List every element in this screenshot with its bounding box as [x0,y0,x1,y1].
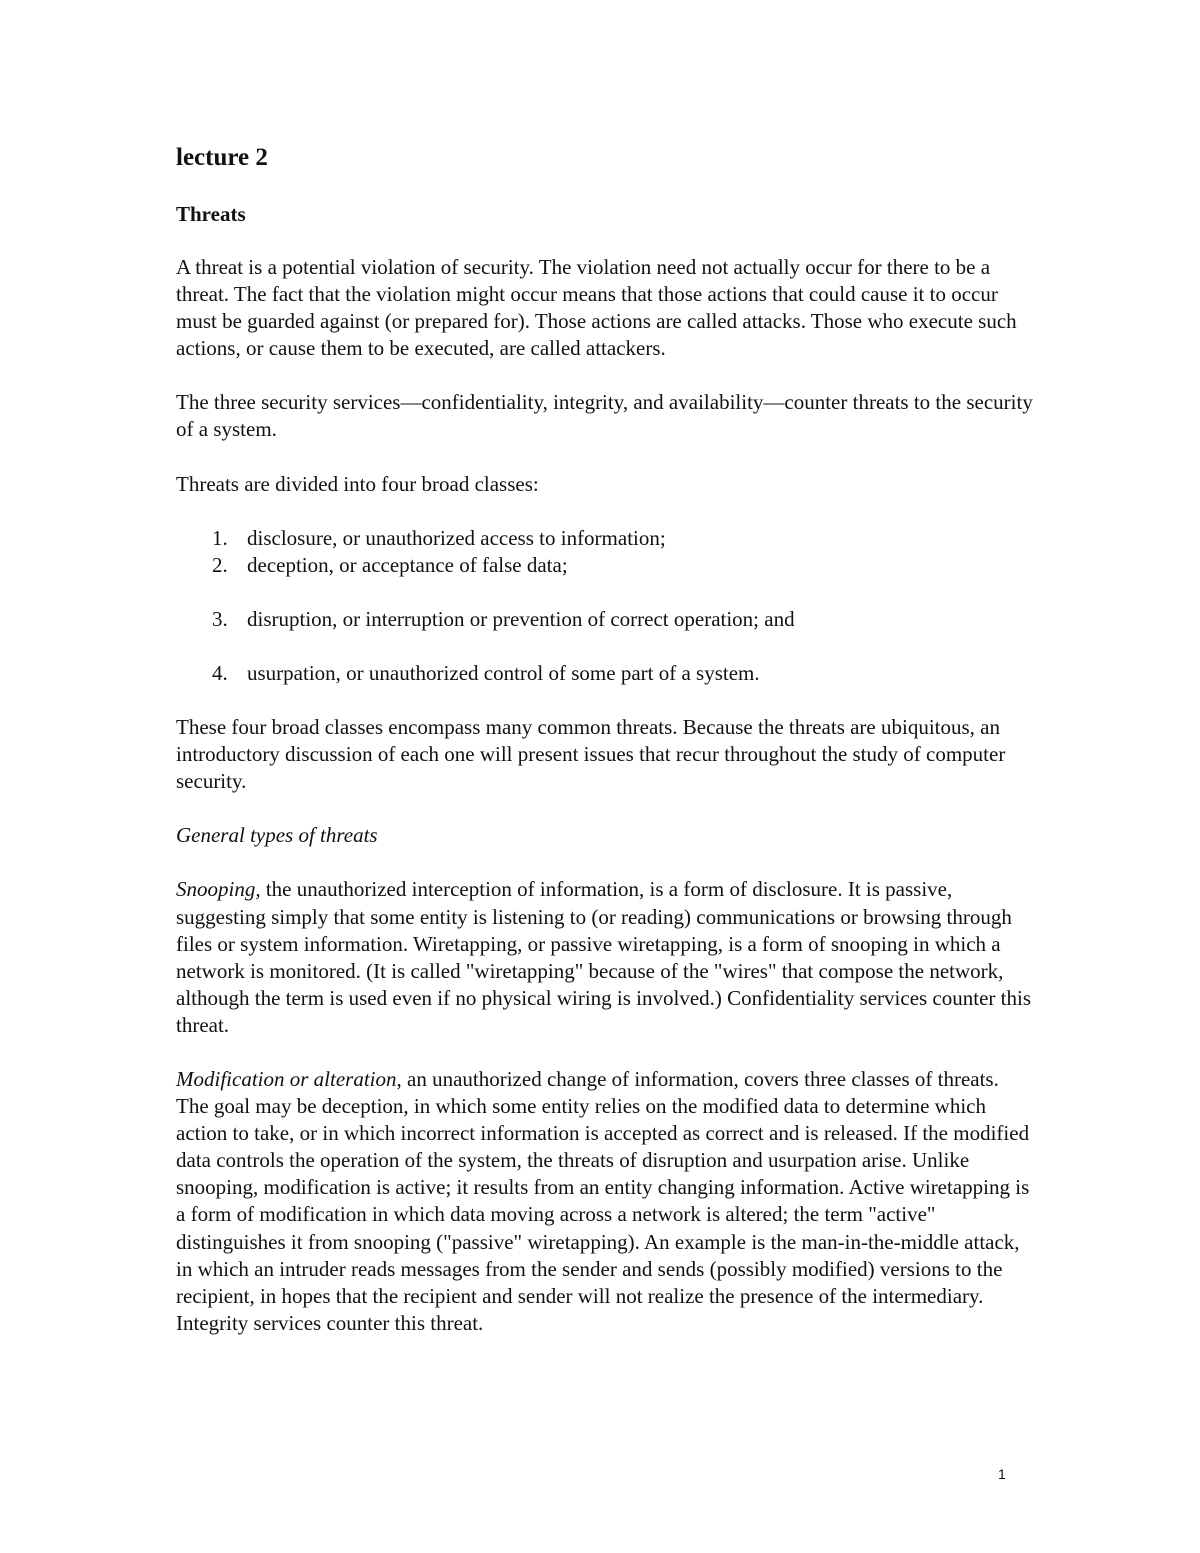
list-item-text: disruption, or interruption or prevention of correct operation; and [247,606,795,631]
list-item-number: 2. [212,552,228,577]
lecture-title: lecture 2 [176,144,268,171]
snooping-paragraph [176,876,1036,1039]
list-item-text: deception, or acceptance of false data; [247,552,568,577]
list-item [176,552,1036,579]
list-item-text: usurpation, or unauthorized control of some part of a system. [247,660,760,685]
threat-classes-intro-paragraph: Threats are divided into four broad classes: [176,471,539,496]
list-item-number: 4. [212,660,228,685]
snooping-text: the unauthorized interception of information, is a form of disclosure. It is passive, suggesting simply that some entity is listening to (or reading) communications or browsing through files or system information. Wiretapping, or passive wiretapping, is a form of snooping in which a network is monitored. (It is called "wiretapping" because of the "wires" that compose the network, although the term is used even if no physical wiring is involved.) Confidentiality services counter this threat. [176,877,1031,1037]
list-item [176,660,1036,687]
list-item-number: 1. [212,525,228,550]
snooping-term: Snooping, [176,877,261,902]
page-number: 1 [998,1466,1006,1482]
body-text [176,254,1036,1364]
threat-classes-list [176,525,1036,687]
list-item-text: disclosure, or unauthorized access to information; [247,525,666,550]
list-item [176,606,1036,633]
threat-definition-paragraph: A threat is a potential violation of security. The violation need not actually occur for there to be a threat. The fact that the violation might occur means that those actions that could cause it to occur must be guarded against (or prepared for). Those actions are called attacks. Those who execute such actions, or cause them to be executed, are called attackers. [176,255,1017,361]
security-services-paragraph: The three security services—confidentiality, integrity, and availability—counter threats to the security of a system. [176,390,1033,442]
list-item-number: 3. [212,606,228,631]
modification-text: , an unauthorized change of information, covers three classes of threats. The goal may be deception, in which some entity relies on the modified data to determine which action to take, or in which incorrect information is accepted as correct and is released. If the modified data controls the operation of the system, the threats of disruption and usurpation arise. Unlike snooping, modification is active; it results from an entity changing information. Active wiretapping is a form of modification in which data moving across a network is altered; the term "active" distinguishes it from snooping ("passive" wiretapping). An example is the man-in-the-middle attack, in which an intruder reads messages from the sender and sends (possibly modified) versions to the recipient, in hopes that the recipient and sender will not realize the presence of the intermediary. Integrity services counter this threat. [176,1066,1030,1335]
section-heading-threats: Threats [176,202,246,226]
list-item [176,525,1036,552]
modification-term: Modification or alteration [176,1066,397,1091]
modification-paragraph [176,1066,1036,1337]
general-threat-types-subheading: General types of threats [176,823,378,848]
threat-classes-summary-paragraph: These four broad classes encompass many common threats. Because the threats are ubiquitous, an introductory discussion of each one will present issues that recur throughout the study of computer security. [176,715,1006,794]
